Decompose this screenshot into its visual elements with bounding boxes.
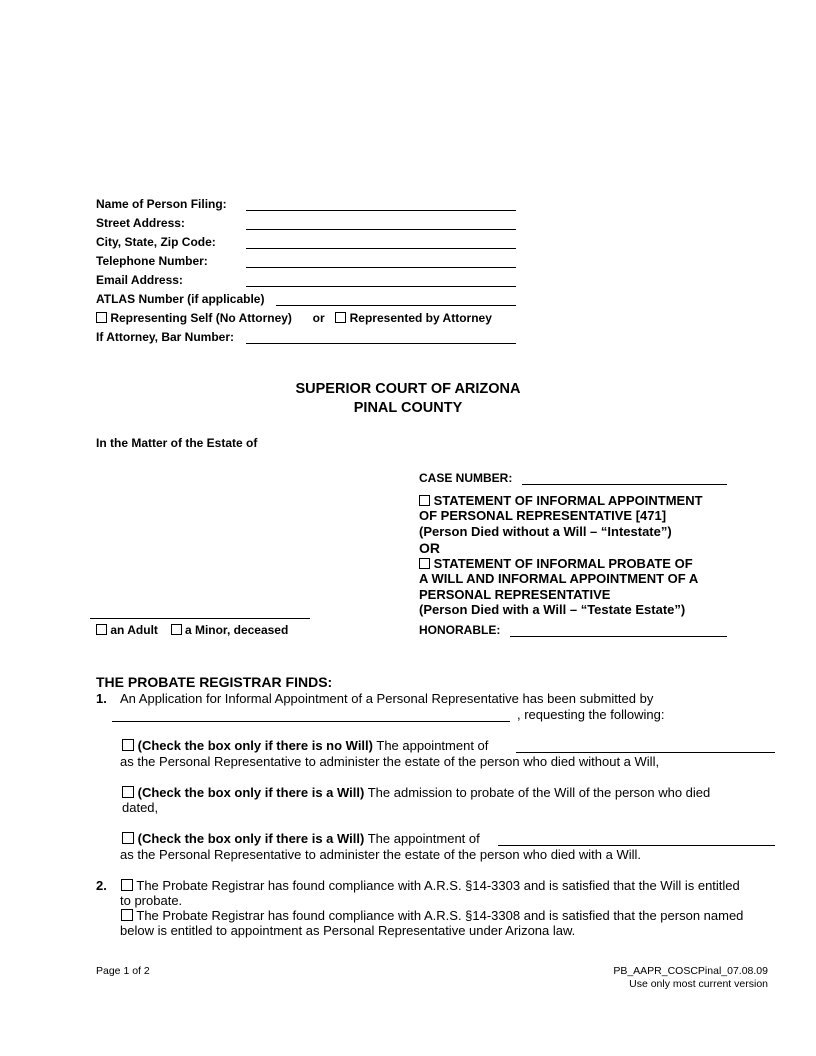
option-no-will-row	[122, 738, 488, 753]
statement-option-2-line2: A WILL AND INFORMAL APPOINTMENT OF A	[419, 571, 699, 586]
no-will-checkbox[interactable]	[122, 739, 134, 751]
honorable-line[interactable]	[510, 636, 727, 637]
will-probate-bold: (Check the box only if there is a Will)	[137, 785, 365, 800]
statement-or: OR	[419, 540, 440, 556]
represented-by-attorney-label: Represented by Attorney	[349, 311, 492, 325]
statement-option-1-line3: (Person Died without a Will – “Intestate”)	[419, 524, 672, 539]
decedent-status-row	[96, 623, 288, 637]
page-number: Page 1 of 2	[96, 965, 150, 977]
case-number-line[interactable]	[522, 484, 727, 485]
bar-number-line[interactable]	[246, 343, 516, 344]
email-label: Email Address:	[96, 273, 183, 287]
represented-by-attorney-checkbox[interactable]	[335, 312, 346, 323]
will-probate-checkbox[interactable]	[122, 786, 134, 798]
statement-option-2-line1	[419, 556, 693, 571]
street-address-line[interactable]	[246, 229, 516, 230]
filer-name-label: Name of Person Filing:	[96, 197, 227, 211]
city-state-zip-label: City, State, Zip Code:	[96, 235, 216, 249]
informal-appointment-checkbox[interactable]	[419, 495, 430, 506]
no-will-appointee-line[interactable]	[516, 752, 775, 753]
telephone-label: Telephone Number:	[96, 254, 208, 268]
atlas-number-line[interactable]	[276, 305, 516, 306]
compliance-3303-checkbox[interactable]	[121, 879, 133, 891]
filer-name-line[interactable]	[246, 210, 516, 211]
atlas-number-label: ATLAS Number (if applicable)	[96, 292, 265, 306]
representing-self-label: Representing Self (No Attorney)	[110, 311, 292, 325]
informal-probate-title: STATEMENT OF INFORMAL PROBATE OF	[433, 556, 693, 571]
adult-label: an Adult	[110, 623, 158, 637]
case-number-label: CASE NUMBER:	[419, 471, 513, 485]
will-appointee-line[interactable]	[498, 845, 775, 846]
no-will-bold: (Check the box only if there is no Will)	[137, 738, 373, 753]
email-line[interactable]	[246, 286, 516, 287]
compliance-3303-line2: to probate.	[120, 893, 183, 908]
will-appointment-checkbox[interactable]	[122, 832, 134, 844]
will-probate-line2: dated,	[122, 800, 159, 815]
will-probate-text: The admission to probate of the Will of the person who died	[367, 785, 711, 800]
minor-checkbox[interactable]	[171, 624, 182, 635]
item-2-number: 2.	[96, 878, 107, 893]
telephone-line[interactable]	[246, 267, 516, 268]
will-appointment-bold: (Check the box only if there is a Will)	[137, 831, 365, 846]
minor-label: a Minor, deceased	[184, 623, 289, 637]
compliance-3308-line2: below is entitled to appointment as Personal Representative under Arizona law.	[120, 923, 576, 938]
item-1-text: An Application for Informal Appointment of a Personal Representative has been submitted by	[120, 691, 654, 706]
statement-option-2-line4: (Person Died with a Will – “Testate Estate”)	[419, 602, 686, 617]
option-will-probate-row	[122, 785, 710, 800]
bar-number-label: If Attorney, Bar Number:	[96, 330, 235, 344]
city-state-zip-line[interactable]	[246, 248, 516, 249]
informal-probate-checkbox[interactable]	[419, 558, 430, 569]
statement-option-1-line1	[419, 493, 703, 508]
will-appointment-text: The appointment of	[367, 831, 480, 846]
form-id: PB_AAPR_COSCPinal_07.08.09	[613, 965, 768, 977]
item-2b-row	[121, 908, 743, 923]
informal-appointment-title: STATEMENT OF INFORMAL APPOINTMENT	[433, 493, 703, 508]
compliance-3308-checkbox[interactable]	[121, 909, 133, 921]
representation-row	[96, 311, 492, 325]
decedent-name-line[interactable]	[90, 618, 310, 619]
will-appointment-line2: as the Personal Representative to administer the estate of the person who died with a Will.	[120, 847, 642, 862]
honorable-label: HONORABLE:	[419, 623, 501, 637]
item-1-tail: , requesting the following:	[517, 707, 665, 722]
representing-self-checkbox[interactable]	[96, 312, 107, 323]
street-address-label: Street Address:	[96, 216, 185, 230]
representation-or: or	[312, 311, 325, 325]
court-name: SUPERIOR COURT OF ARIZONA	[295, 381, 521, 397]
no-will-text: The appointment of	[376, 738, 489, 753]
compliance-3303-text: The Probate Registrar has found compliance with A.R.S. §14-3303 and is satisfied that the Will is entitled	[136, 878, 740, 893]
statement-option-1-line2: OF PERSONAL REPRESENTATIVE [471]	[419, 508, 667, 523]
court-county: PINAL COUNTY	[353, 400, 463, 416]
option-will-appointment-row	[122, 831, 480, 846]
version-note: Use only most current version	[629, 978, 768, 990]
compliance-3308-text: The Probate Registrar has found compliance with A.R.S. §14-3308 and is satisfied that the person named	[136, 908, 744, 923]
estate-matter-label: In the Matter of the Estate of	[96, 436, 258, 450]
no-will-line2: as the Personal Representative to administer the estate of the person who died without a Will,	[120, 754, 660, 769]
statement-option-2-line3: PERSONAL REPRESENTATIVE	[419, 587, 611, 602]
item-2a-row	[121, 878, 740, 893]
applicant-name-line[interactable]	[112, 721, 510, 722]
findings-heading: THE PROBATE REGISTRAR FINDS:	[96, 674, 333, 690]
item-1-number: 1.	[96, 691, 107, 706]
adult-checkbox[interactable]	[96, 624, 107, 635]
